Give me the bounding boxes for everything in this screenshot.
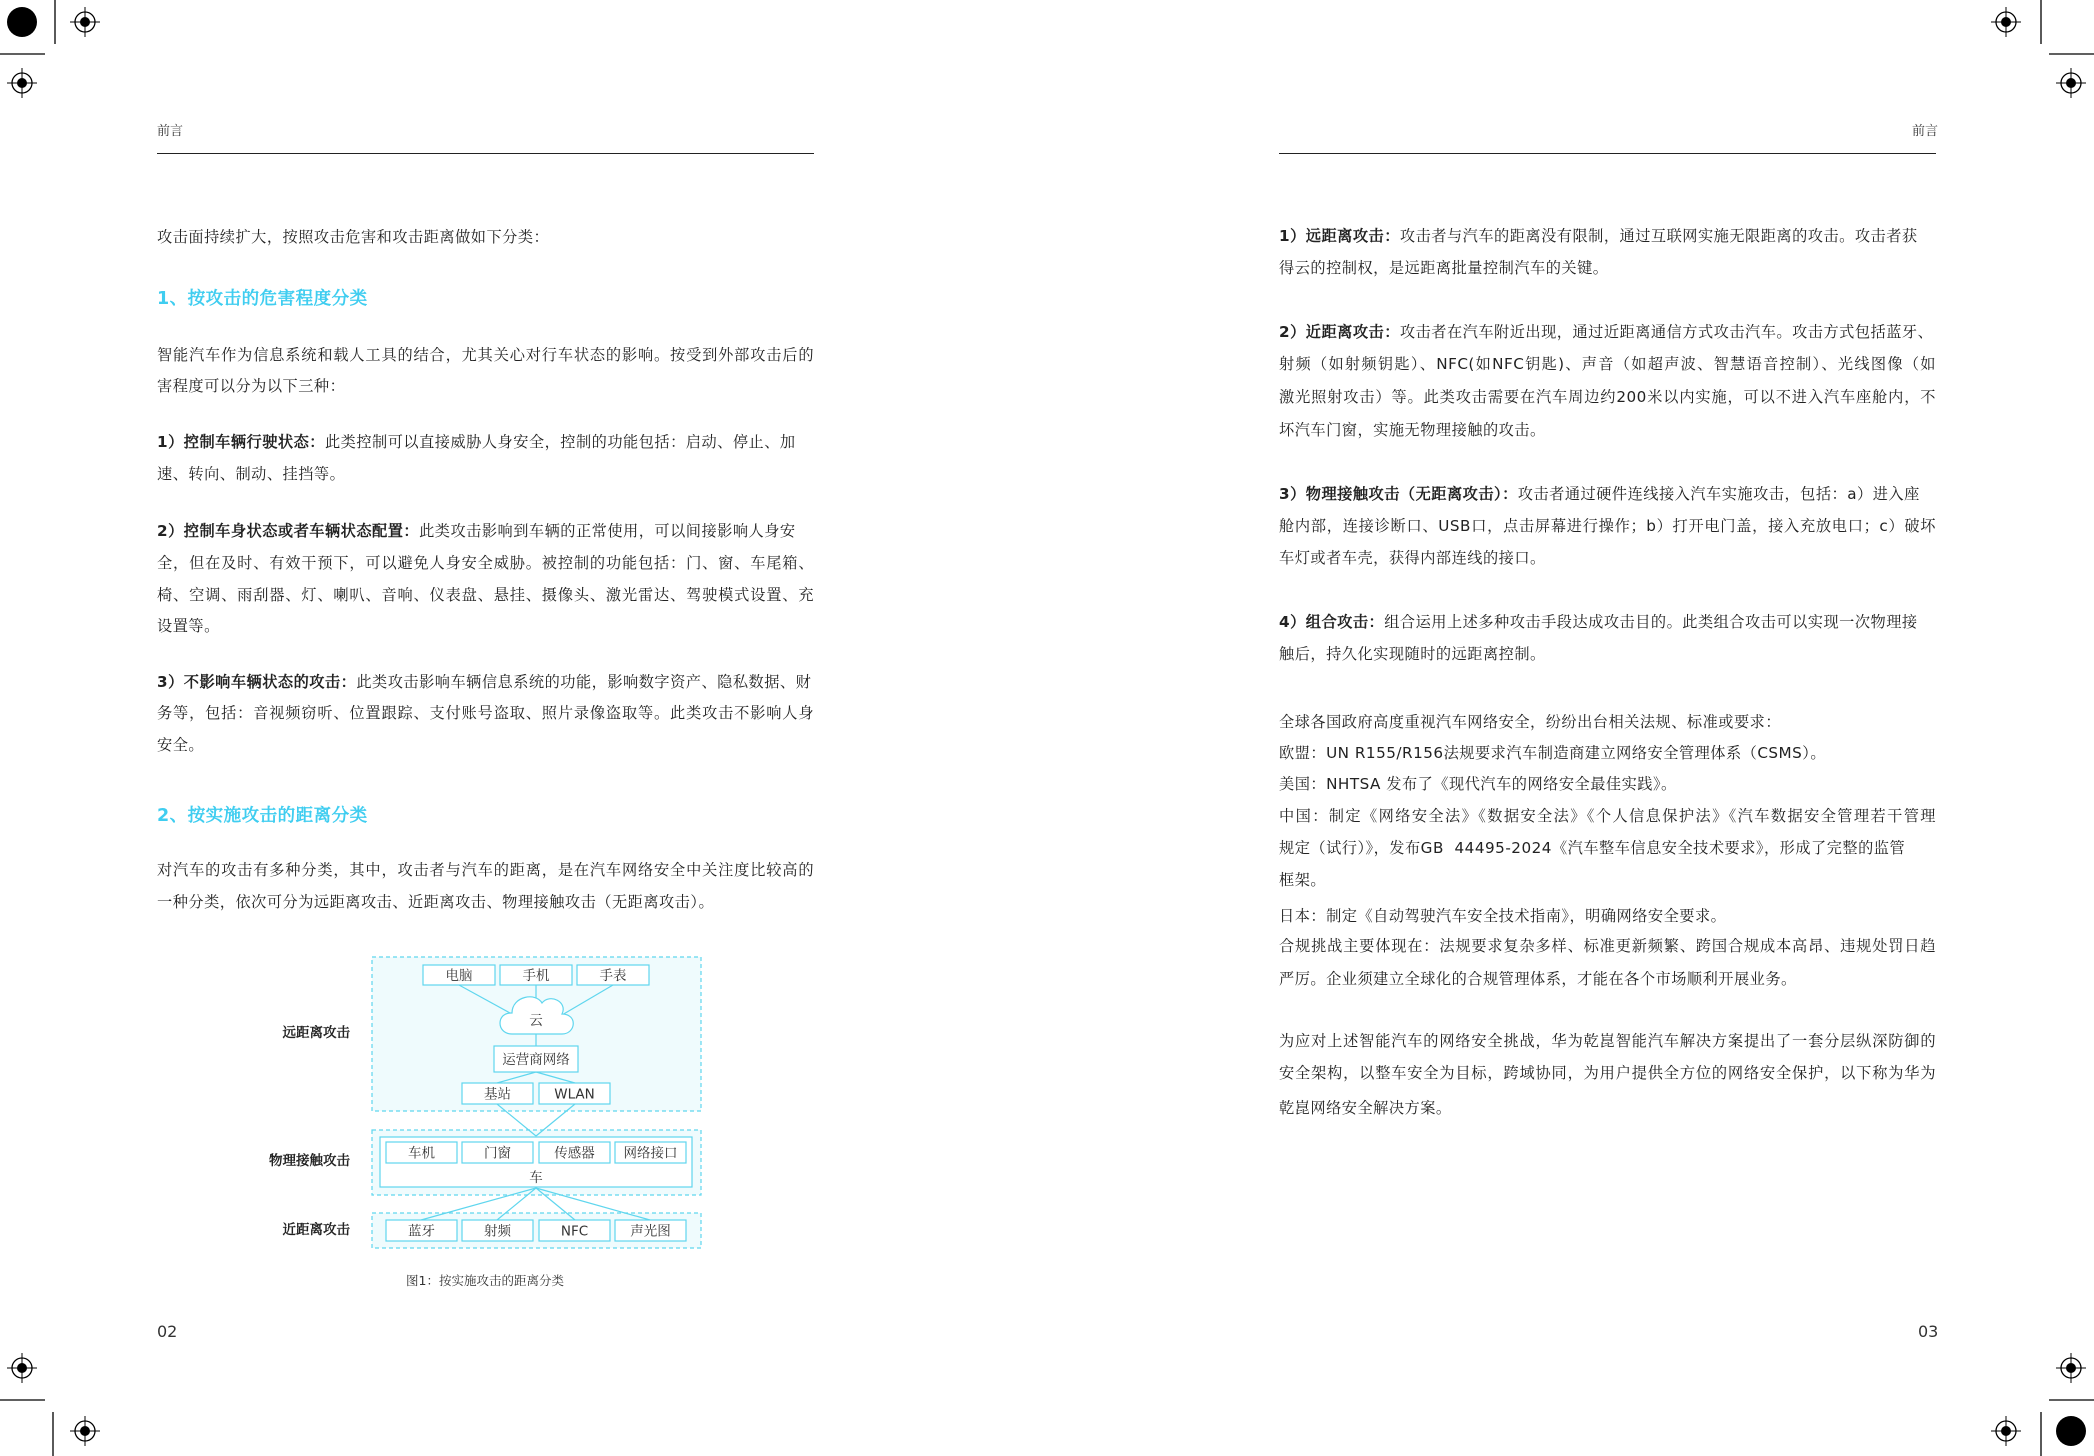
text-line: 安全架构，以整车安全为目标，跨域协同，为用户提供全方位的网络安全保护，以下称为华为: [1279, 1064, 1936, 1082]
text-line: 全，但在及时、有效干预下，可以避免人身安全威胁。被控制的功能包括：门、窗、车尾箱、: [157, 554, 814, 572]
text-line: 舱内部，连接诊断口、USB口，点击屏幕进行操作；b）打开电门盖，接入充放电口；c）破坏: [1279, 517, 1936, 535]
text-line: 坏汽车门窗，实施无物理接触的攻击。: [1279, 421, 1546, 439]
running-header-right: 前言: [1912, 124, 1939, 139]
device-box-label: 电脑: [445, 968, 473, 984]
text-line: 日本：制定《自动驾驶汽车安全技术指南》，明确网络安全要求。: [1279, 907, 1727, 925]
text-line: 车灯或者车壳，获得内部连线的接口。: [1279, 549, 1546, 567]
base-station-box-label: 基站: [484, 1086, 511, 1103]
text-line: 务等，包括：音视频窃听、位置跟踪、支付账号盗取、照片录像盗取等。此类攻击不影响人身: [157, 704, 814, 722]
text-line: 严厉。企业须建立全球化的合规管理体系，才能在各个市场顺利开展业务。: [1279, 970, 1797, 988]
page-number-right: 03: [1918, 1322, 1939, 1341]
text-line: 乾崑网络安全解决方案。: [1279, 1099, 1452, 1117]
remote-attack-label: 远距离攻击: [282, 1025, 350, 1041]
text-line: 速、转向、制动、挂挡等。: [157, 465, 346, 483]
text-line: 欧盟：UN R155/R156法规要求汽车制造商建立网络安全管理体系（CSMS）。: [1279, 744, 1827, 762]
item-text: 此类攻击影响到车辆的正常使用，可以间接影响人身安: [419, 522, 796, 540]
page-number-left: 02: [157, 1322, 178, 1341]
text-line: 设置等。: [157, 617, 220, 635]
near-channel-box-label: 声光图: [630, 1223, 671, 1240]
wlan-box-label: WLAN: [554, 1086, 595, 1103]
item-text: 攻击者通过硬件连线接入汽车实施攻击，包括：a）进入座: [1517, 485, 1920, 503]
text-line: 得云的控制权，是远距离批量控制汽车的关键。: [1279, 259, 1609, 277]
car-part-box-label: 网络接口: [623, 1145, 678, 1162]
text-line: 框架。: [1279, 871, 1327, 889]
car-part-box-label: 门窗: [484, 1145, 511, 1162]
list-item-lead-line: [1279, 225, 1936, 247]
text-line: 安全。: [157, 736, 205, 754]
carrier-network-box-label: 运营商网络: [502, 1052, 570, 1068]
item-text: 攻击者与汽车的距离没有限制，通过互联网实施无限距离的攻击。攻击者获: [1399, 227, 1918, 245]
item-lead: 2）近距离攻击：: [1279, 323, 1400, 341]
item-lead: 3）物理接触攻击（无距离攻击）：: [1279, 485, 1518, 503]
near-channel-box-label: NFC: [560, 1223, 589, 1240]
text-line: 射频（如射频钥匙）、NFC(如NFC钥匙)、声音（如超声波、智慧语音控制）、光线图像（如: [1279, 355, 1936, 373]
text-line: 中国：制定《网络安全法》《数据安全法》《个人信息保护法》《汽车数据安全管理若干管理: [1279, 807, 1936, 825]
car-part-box-label: 车机: [408, 1145, 435, 1162]
cloud-label: 云: [529, 1013, 543, 1029]
near-channel-box-label: 射频: [484, 1223, 511, 1240]
car-part-box-label: 传感器: [554, 1145, 595, 1162]
list-item-lead-line: [1279, 611, 1936, 633]
text-line: 美国：NHTSA 发布了《现代汽车的网络安全最佳实践》。: [1279, 775, 1677, 793]
item-text: 组合运用上述多种攻击手段达成攻击目的。此类组合攻击可以实现一次物理接: [1384, 613, 1918, 631]
section-heading: 2、按实施攻击的距离分类: [157, 806, 368, 826]
figure-caption: 图1：按实施攻击的距离分类: [406, 1273, 564, 1288]
item-lead: 1）远距离攻击：: [1279, 227, 1400, 245]
list-item-lead-line: [1279, 483, 1936, 505]
intro-text: 攻击面持续扩大，按照攻击危害和攻击距离做如下分类：: [157, 228, 550, 246]
text-line: 对汽车的攻击有多种分类，其中，攻击者与汽车的距离，是在汽车网络安全中关注度比较高的: [157, 861, 814, 879]
running-header-left: 前言: [157, 124, 184, 139]
text-line: 合规挑战主要体现在：法规要求复杂多样、标准更新频繁、跨国合规成本高昂、违规处罚日趋: [1279, 937, 1936, 955]
text-line: 激光照射攻击）等。此类攻击需要在汽车周边约200米以内实施，可以不进入汽车座舱内，不: [1279, 388, 1936, 406]
section-heading: 1、按攻击的危害程度分类: [157, 289, 368, 309]
device-box-label: 手表: [599, 968, 627, 984]
text-line: 椅、空调、雨刮器、灯、喇叭、音响、仪表盘、悬挂、摄像头、激光雷达、驾驶模式设置、充: [157, 586, 814, 604]
text-line: 为应对上述智能汽车的网络安全挑战，华为乾崑智能汽车解决方案提出了一套分层纵深防御的: [1279, 1032, 1936, 1050]
item-lead: 3）不影响车辆状态的攻击：: [157, 673, 357, 691]
car-label: 车: [529, 1170, 543, 1186]
item-text: 攻击者在汽车附近出现，通过近距离通信方式攻击汽车。攻击方式包括蓝牙、: [1399, 323, 1934, 341]
item-text: 此类控制可以直接威胁人身安全，控制的功能包括：启动、停止、加: [324, 433, 796, 451]
text-line: 害程度可以分为以下三种：: [157, 377, 346, 395]
item-lead: 1）控制车辆行驶状态：: [157, 433, 325, 451]
text-line: 一种分类，依次可分为远距离攻击、近距离攻击、物理接触攻击（无距离攻击）。: [157, 893, 715, 911]
device-box-label: 手机: [522, 968, 550, 984]
list-item-lead-line: [1279, 321, 1936, 343]
physical-attack-label: 物理接触攻击: [269, 1153, 350, 1169]
item-lead: 4）组合攻击：: [1279, 613, 1385, 631]
text-line: 触后，持久化实现随时的远距离控制。: [1279, 645, 1546, 663]
near-attack-label: 近距离攻击: [282, 1222, 350, 1238]
text-line: 智能汽车作为信息系统和载人工具的结合，尤其关心对行车状态的影响。按受到外部攻击后的: [157, 346, 814, 364]
text-line: 全球各国政府高度重视汽车网络安全，纷纷出台相关法规、标准或要求：: [1279, 713, 1781, 731]
text-line: 规定（试行）》，发布GB 44495-2024《汽车整车信息安全技术要求》，形成了完整的监管: [1279, 839, 1906, 857]
item-text: 此类攻击影响车辆信息系统的功能，影响数字资产、隐私数据、财: [356, 673, 812, 691]
near-channel-box-label: 蓝牙: [408, 1223, 435, 1240]
item-lead: 2）控制车身状态或者车辆状态配置：: [157, 522, 420, 540]
